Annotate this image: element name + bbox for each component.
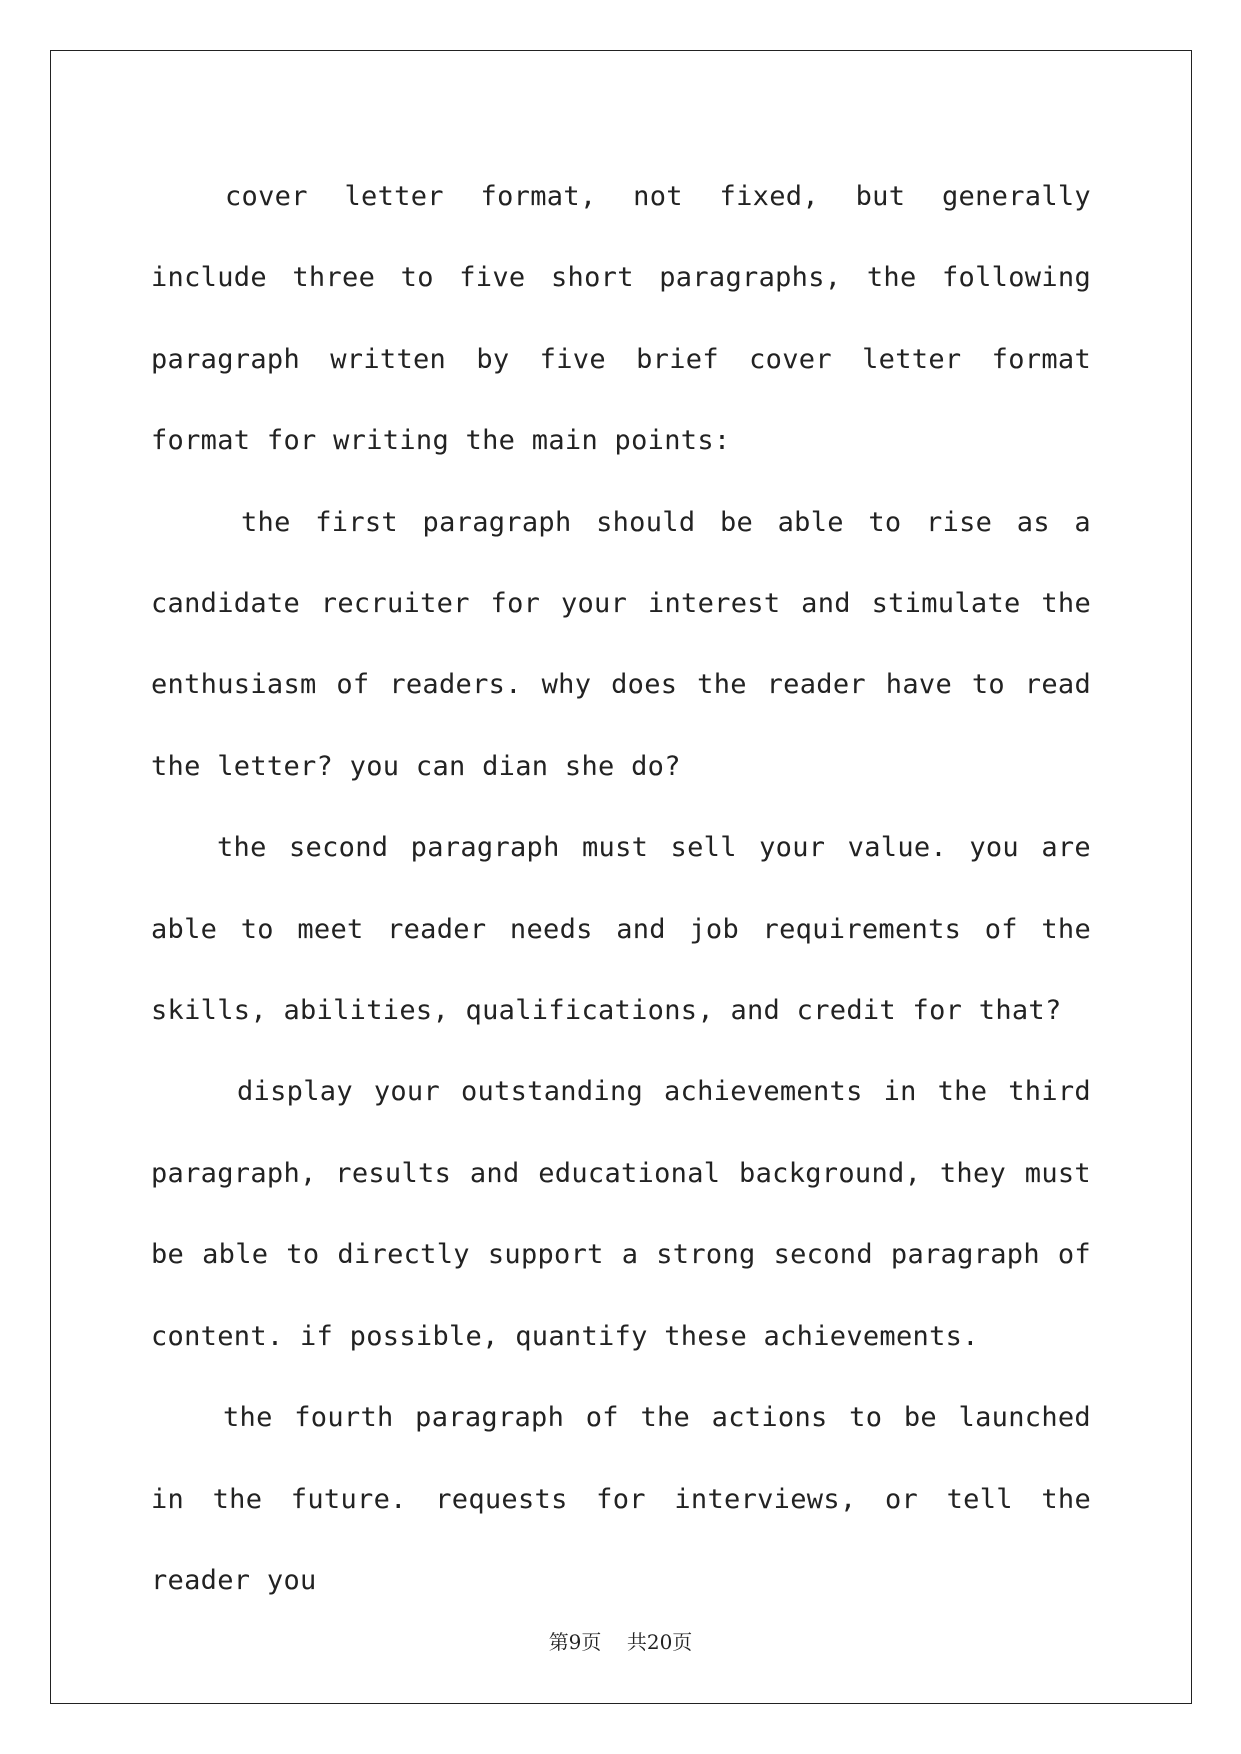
page-footer [0, 1626, 1241, 1655]
paragraph-5: the fourth paragraph of the actions to be launched in the future. requests for interviews, or tell the reader you [151, 1402, 1091, 1596]
paragraph-2: the first paragraph should be able to rise as a candidate recruiter for your interest and stimulate the enthusiasm of readers. why does the reader have to read the letter? you can dian she do? [151, 506, 1091, 782]
paragraph-3: the second paragraph must sell your value. you are able to meet reader needs and job requirements of the skills, abilities, qualifications, and credit for that? [151, 832, 1091, 1027]
paragraph-4: display your outstanding achievements in the third paragraph, results and educational background, they must be able to directly support a strong second paragraph of content. if possible, quantify these achievements. [151, 1076, 1091, 1352]
page-total: 共20页 [626, 1630, 693, 1654]
page-number: 第9页 [548, 1630, 602, 1654]
document-body [151, 156, 1091, 1621]
paragraph-1: cover letter format, not fixed, but generally include three to five short paragraphs, the following paragraph written by five brief cover letter format format for writing the main points: [151, 181, 1091, 457]
